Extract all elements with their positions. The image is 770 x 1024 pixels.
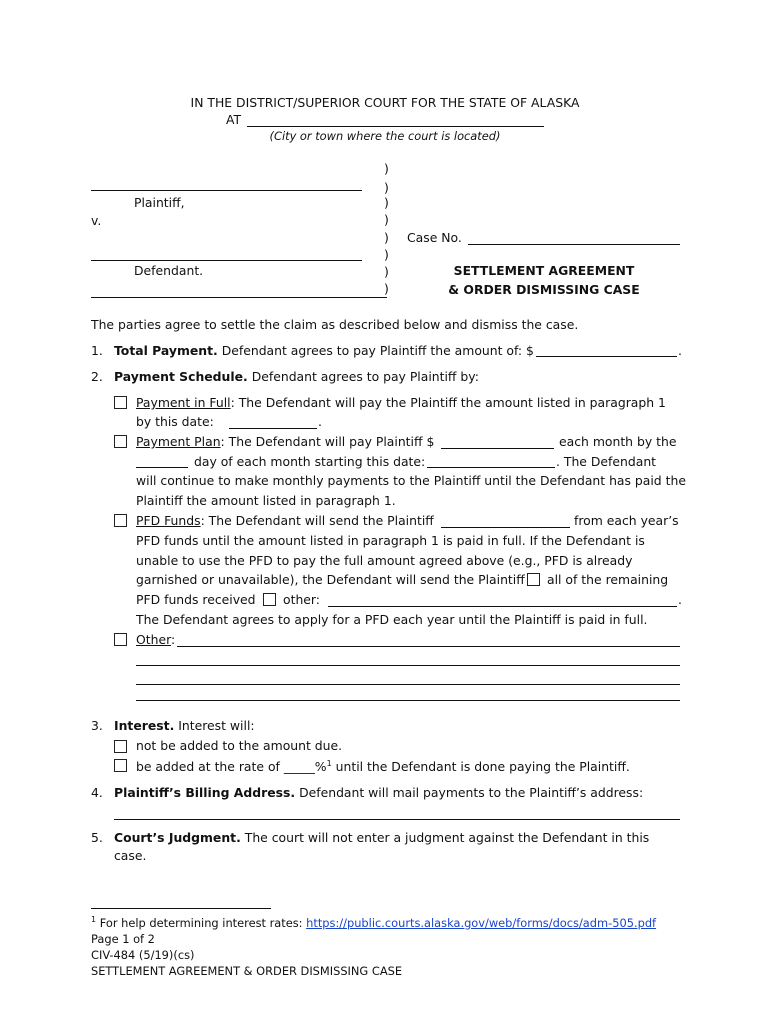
total-payment-heading: Total Payment.	[114, 343, 218, 358]
other-field[interactable]	[177, 646, 680, 647]
court-judgment-heading: Court’s Judgment.	[114, 830, 241, 845]
payment-schedule-heading: Payment Schedule.	[114, 369, 248, 384]
billing-address-heading: Plaintiff’s Billing Address.	[114, 785, 296, 800]
page-number: Page 1 of 2	[91, 932, 155, 946]
pfd-line6: The Defendant agrees to apply for a PFD each year until the Plaintiff is paid in full.	[136, 612, 648, 627]
interest-rate-checkbox[interactable]	[114, 759, 127, 772]
footnote-ref: 1	[326, 759, 332, 768]
pfd-line2: PFD funds until the amount listed in paragraph 1 is paid in full. If the Defendant is	[136, 533, 645, 548]
item-number: 4.	[91, 785, 103, 800]
interest-option-1: not be added to the amount due.	[136, 738, 343, 753]
payment-plan-line2b: . The Defendant	[556, 454, 657, 469]
caption-paren: )	[384, 161, 389, 176]
footnote-text: For help determining interest rates:	[96, 915, 307, 930]
interest-text	[114, 719, 255, 734]
full-date-field[interactable]	[229, 428, 317, 429]
caption-paren: )	[384, 247, 389, 262]
form-title: SETTLEMENT AGREEMENT & ORDER DISMISSING CASE	[91, 964, 403, 978]
case-no-label: Case No.	[407, 230, 462, 245]
versus-label: v.	[91, 213, 102, 228]
total-payment-text	[114, 344, 534, 359]
at-label: AT	[226, 112, 242, 127]
document-title-line2: & ORDER DISMISSING CASE	[448, 282, 640, 297]
payment-schedule-text	[114, 370, 479, 385]
pfd-other-checkbox[interactable]	[263, 593, 276, 606]
form-number: CIV-484 (5/19)(cs)	[91, 948, 195, 962]
intro-text: The parties agree to settle the claim as described below and dismiss the case.	[91, 317, 579, 332]
caption-paren: )	[384, 180, 389, 195]
period: .	[318, 414, 322, 429]
total-amount-field[interactable]	[536, 356, 677, 357]
pfd-other-field[interactable]	[328, 606, 677, 607]
caption-paren: )	[384, 264, 389, 279]
payment-plan-line2a: day of each month starting this date:	[194, 454, 426, 469]
pfd-line4a: garnished or unavailable), the Defendant will send the Plaintiff	[136, 572, 525, 587]
pfd-line5a: PFD funds received	[136, 592, 256, 607]
payment-in-full-label: Payment in Full	[136, 395, 231, 410]
other-colon: :	[170, 632, 176, 647]
plaintiff-name-field[interactable]	[91, 190, 362, 191]
payment-plan-line4: Plaintiff the amount listed in paragraph 1.	[136, 493, 396, 508]
other-field-line[interactable]	[136, 684, 680, 685]
billing-address-sentence: Defendant will mail payments to the Plaintiff’s address:	[299, 785, 644, 800]
case-no-field[interactable]	[468, 244, 680, 245]
item-number: 3.	[91, 718, 103, 733]
court-header: IN THE DISTRICT/SUPERIOR COURT FOR THE STATE OF ALASKA	[190, 95, 580, 110]
payment-plan-text2: each month by the	[559, 434, 677, 449]
interest-rate-text: be added at the rate of _____%	[136, 759, 327, 775]
document-title: SETTLEMENT AGREEMENT	[453, 263, 635, 278]
payment-plan-checkbox[interactable]	[114, 435, 127, 448]
footnote-mark: 1	[91, 915, 97, 924]
interest-rate-text2: until the Defendant is done paying the Plaintiff.	[331, 759, 630, 775]
court-judgment-text	[114, 831, 649, 846]
pfd-funds-text: : The Defendant will send the Plaintiff	[200, 513, 434, 528]
payment-in-full-text: : The Defendant will pay the Plaintiff the amount listed in paragraph 1	[230, 395, 666, 410]
pfd-line4b: all of the remaining	[547, 572, 669, 587]
payment-plan-line	[136, 435, 434, 450]
other-line	[136, 633, 175, 648]
footnote-link[interactable]: https://public.courts.alaska.gov/web/forms/docs/adm-505.pdf	[306, 915, 657, 930]
no-interest-checkbox[interactable]	[114, 740, 127, 753]
item-number: 1.	[91, 343, 103, 358]
court-judgment-line2: case.	[114, 848, 147, 863]
pfd-funds-label: PFD Funds	[136, 513, 201, 528]
payment-plan-line3: will continue to make monthly payments to the Plaintiff until the Defendant has paid the	[136, 473, 686, 488]
pfd-funds-text2: from each year’s	[574, 513, 679, 528]
monthly-amount-field[interactable]	[441, 448, 554, 449]
pfd-funds-checkbox[interactable]	[114, 514, 127, 527]
day-of-month-field[interactable]	[136, 467, 188, 468]
footnote-rule	[91, 908, 271, 909]
interest-option-2	[136, 759, 630, 775]
caption-bottom-rule	[91, 297, 387, 298]
caption-paren: )	[384, 195, 389, 210]
other-field-line[interactable]	[136, 665, 680, 666]
footnote	[91, 915, 656, 930]
pfd-line5b: other:	[283, 592, 320, 607]
payment-plan-label: Payment Plan	[136, 434, 221, 449]
pfd-funds-line	[136, 514, 434, 529]
other-checkbox[interactable]	[114, 633, 127, 646]
pfd-amount-field[interactable]	[441, 527, 570, 528]
period: .	[678, 592, 682, 607]
billing-address-text	[114, 786, 643, 801]
period: .	[678, 343, 682, 358]
item-number: 2.	[91, 369, 103, 384]
city-field[interactable]	[247, 126, 544, 127]
court-judgment-sentence: The court will not enter a judgment against the Defendant in this	[244, 830, 650, 845]
payment-in-full-checkbox[interactable]	[114, 396, 127, 409]
interest-heading: Interest.	[114, 718, 175, 733]
plaintiff-label: Plaintiff,	[134, 195, 185, 210]
caption-paren: )	[384, 281, 389, 296]
other-label: Other	[136, 632, 171, 647]
pfd-line3: unable to use the PFD to pay the full amount agreed above (e.g., PFD is already	[136, 553, 633, 568]
caption-paren: )	[384, 212, 389, 227]
defendant-name-field[interactable]	[91, 260, 362, 261]
payment-in-full-line	[136, 396, 666, 411]
pfd-remaining-checkbox[interactable]	[527, 573, 540, 586]
payment-plan-text: : The Defendant will pay Plaintiff $	[220, 434, 435, 449]
full-date-label: by this date:	[136, 414, 214, 429]
plan-start-date-field[interactable]	[427, 467, 555, 468]
defendant-label: Defendant.	[134, 263, 204, 278]
interest-sentence: Interest will:	[178, 718, 255, 733]
caption-paren: )	[384, 230, 389, 245]
city-caption: (City or town where the court is located)	[269, 129, 501, 143]
item-number: 5.	[91, 830, 103, 845]
other-field-line[interactable]	[136, 700, 680, 701]
total-payment-sentence: Defendant agrees to pay Plaintiff the amount of: $	[221, 343, 534, 358]
billing-address-field[interactable]	[114, 819, 680, 820]
payment-schedule-sentence: Defendant agrees to pay Plaintiff by:	[251, 369, 479, 384]
